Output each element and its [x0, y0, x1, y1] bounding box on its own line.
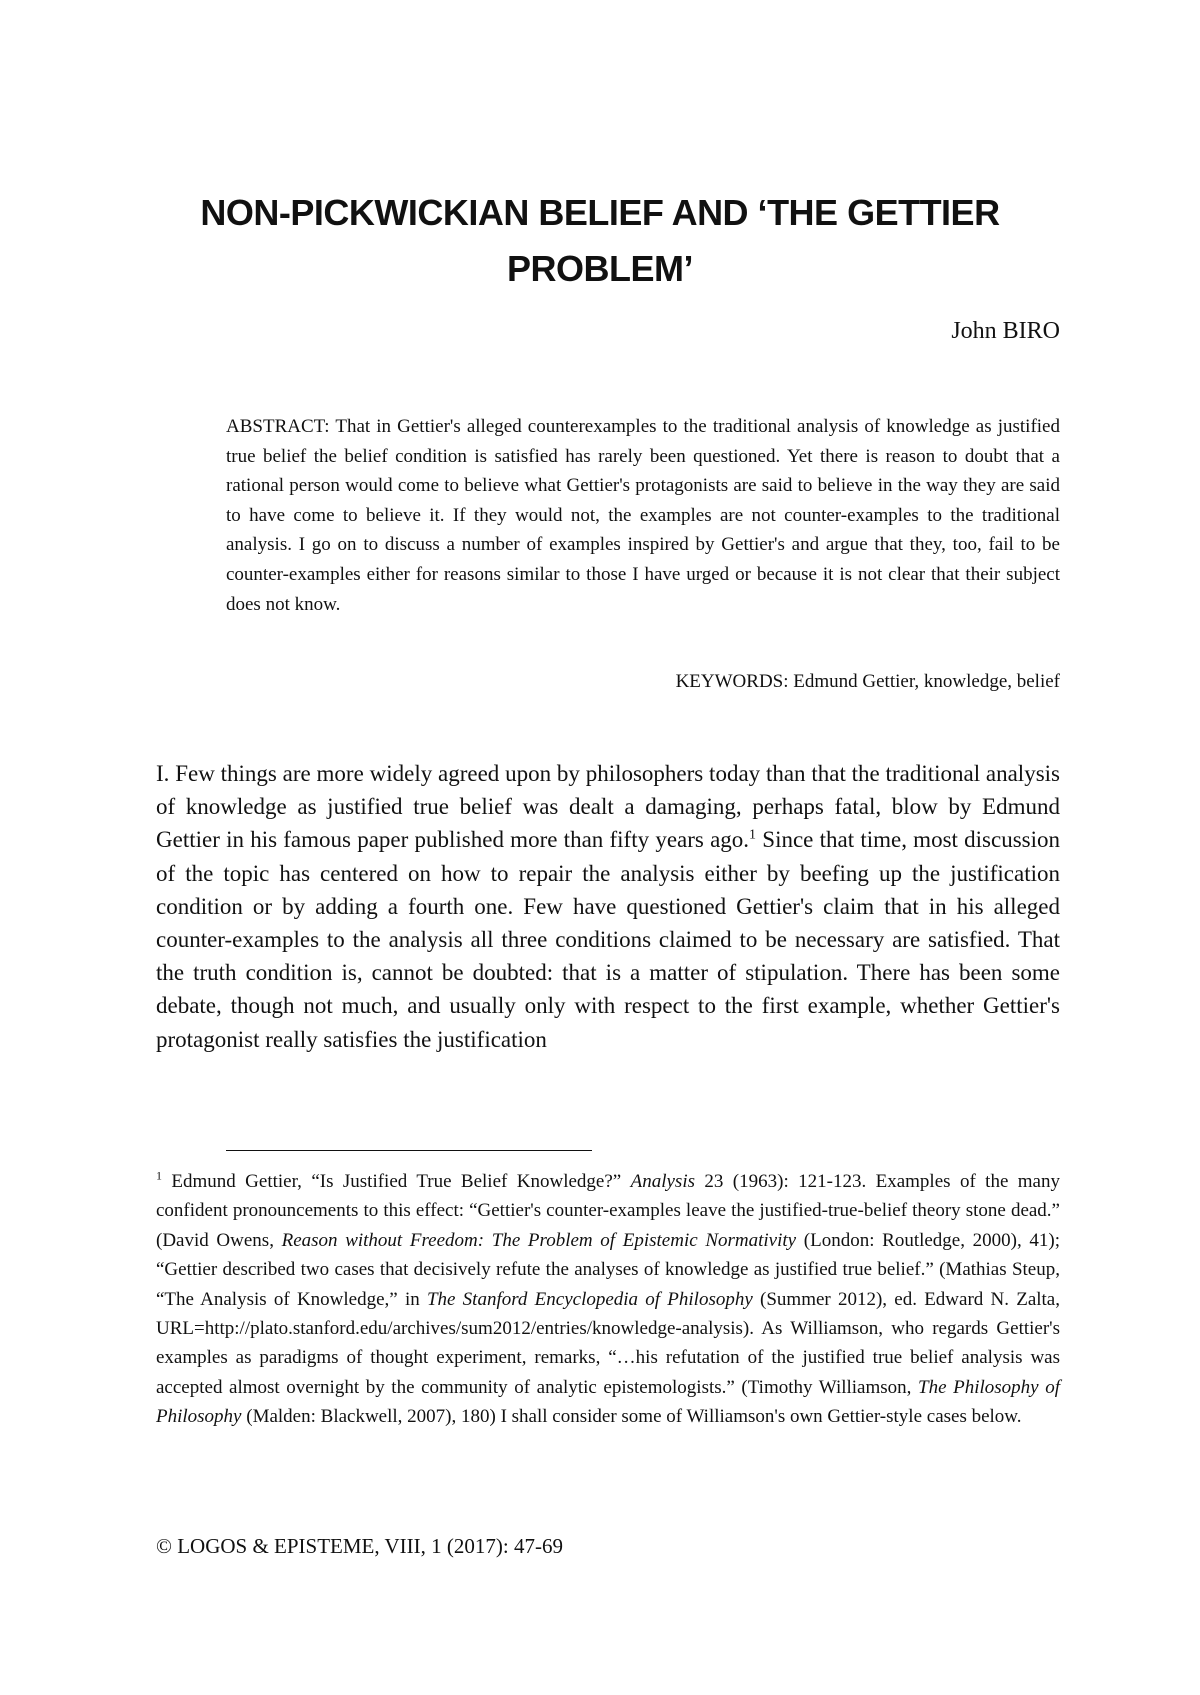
footnote-number: 1	[156, 1168, 162, 1183]
body-text-part-2: Since that time, most discussion of the topic has centered on how to repair the analysis either by beefing up the justification condition or by adding a fourth one. Few have questioned Gettier's claim that in his alleged counter-examples to the analysis all three conditions claimed to be necessary are satisfied. That the truth condition is, cannot be doubted: that is a matter of stipulation. There has been some debate, though not much, and usually only with respect to the first example, whether Gettier's protagonist really satisfies the justification	[156, 827, 1060, 1052]
body-paragraph	[156, 757, 1060, 1056]
article-title: NON-PICKWICKIAN BELIEF AND ‘THE GETTIER PROBLEM’	[200, 192, 1000, 289]
footnote-text-2: 23 (1963): 121-123. Examples of the many confident pronouncements to this effect: “Gettier's counter-examples leave the justified-true-belief theory stone dead.” (David Owens,	[156, 1171, 1060, 1251]
footnote-reference[interactable]: 1	[749, 827, 757, 843]
copyright-line: © LOGOS & EPISTEME, VIII, 1 (2017): 47-69	[156, 1534, 563, 1558]
keywords: KEYWORDS: Edmund Gettier, knowledge, belief	[675, 671, 1060, 692]
footnote-encyclopedia-title: The Stanford Encyclopedia of Philosophy	[426, 1288, 753, 1310]
footnote-text-4: (Summer 2012), ed. Edward N. Zalta, URL=http://plato.stanford.edu/archives/sum2012/entries/knowledge-analysis). As Williamson, who regards Gettier's examples as paradigms of thought experiment, remarks, “…his refutation of the justified true belief analysis was accepted almost overnight by the community of analytic epistemologists.” (Timothy Williamson,	[156, 1288, 1060, 1398]
footnote-book-title-williamson: The Philosophy of Philosophy	[156, 1376, 1060, 1428]
body-text-part-1: I. Few things are more widely agreed upon by philosophers today than that the traditional analysis of knowledge as justified true belief was dealt a damaging, perhaps fatal, blow by Edmund Gettier in his famous paper published more than fifty years ago.	[156, 761, 1060, 853]
footnote-text-5: (Malden: Blackwell, 2007), 180) I shall consider some of Williamson's own Gettier-style cases below.	[241, 1406, 1022, 1428]
footnote-separator	[226, 1150, 592, 1151]
footnote-text-3: (London: Routledge, 2000), 41); “Gettier described two cases that decisively refute the analyses of knowledge as justified true belief.” (Mathias Steup, “The Analysis of Knowledge,” in	[156, 1229, 1061, 1310]
abstract: ABSTRACT: That in Gettier's alleged counterexamples to the traditional analysis of knowledge as justified true belief the belief condition is satisfied has rarely been questioned. Yet there is reason to doubt that a rational person would come to believe what Gettier's protagonists are said to believe in the way they are said to have come to believe it. If they would not, the examples are not counter-examples to the traditional analysis. I go on to discuss a number of examples inspired by Gettier's and argue that they, too, fail to be counter-examples either for reasons similar to those I have urged or because it is not clear that their subject does not know.	[226, 416, 1060, 615]
footnote-journal-title: Analysis	[630, 1171, 695, 1192]
footnote-book-title-owens: Reason without Freedom: The Problem of Epistemic Normativity	[281, 1229, 797, 1251]
footnote	[156, 1167, 1060, 1432]
footnote-text-1: Edmund Gettier, “Is Justified True Belief Knowledge?”	[162, 1171, 631, 1192]
author-name: John BIRO	[951, 318, 1060, 344]
